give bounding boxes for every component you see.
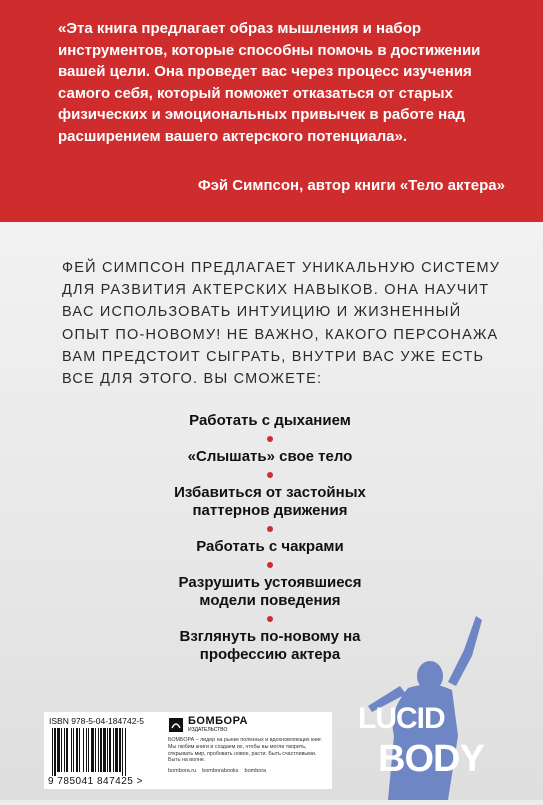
publisher-name: БОМБОРА [188, 715, 248, 727]
benefit-item: Работать с чакрами [196, 538, 344, 555]
bullet-dot [267, 616, 273, 622]
bullet-dot [267, 436, 273, 442]
barcode-panel [44, 712, 332, 789]
social-link: bombora [244, 768, 267, 775]
isbn-text: ISBN 978-5-04-184742-5 [49, 716, 144, 726]
benefit-item: «Слышать» свое тело [187, 448, 353, 465]
publisher-links [168, 768, 328, 774]
social-link: bomborabooks [202, 768, 239, 775]
barcode-number: 9 785041 847425 > [48, 776, 143, 787]
bullet-dot [267, 472, 273, 478]
logo-line-2: BODY [378, 738, 484, 780]
publisher-block [168, 716, 328, 774]
bombora-icon [168, 717, 184, 733]
benefit-item: Работать с дыханием [189, 412, 351, 429]
lucid-body-logo [348, 616, 498, 800]
publisher-logo [168, 716, 328, 733]
quote-text: «Эта книга предлагает образ мышления и набор инструментов, которые способны помочь в достижении вашей цели. Она проведет вас через процесс изучения самого себя, который поможет отказаться от старых физических и эмоциональных привычек в работе над расширением вашего актерского потенциала». [58, 20, 481, 145]
bullet-dot [267, 562, 273, 568]
barcode-image [50, 728, 162, 776]
website-link: bombora.ru [168, 768, 197, 775]
quote-author: Фэй Симпсон, автор книги «Тело актера» [197, 177, 505, 194]
benefit-item: Избавиться от застойных паттернов движения [174, 484, 366, 519]
logo-line-1: LUCID [358, 702, 445, 735]
benefit-item: Взглянуть по-новому на профессию актера [179, 628, 361, 663]
publisher-subtitle: ИЗДАТЕЛЬСТВО [188, 727, 228, 733]
publisher-description: БОМБОРА – лидер на рынке полезных и вдохновляющих книг. Мы любим книги и создаем их, чтобы вы могли творить, открывать мир, пробовать новое, расти. Быть счастливыми. Быть на волне. [168, 737, 323, 764]
intro-text: ФЕЙ СИМПСОН ПРЕДЛАГАЕТ УНИКАЛЬНУЮ СИСТЕМУ ДЛЯ РАЗВИТИЯ АКТЕРСКИХ НАВЫКОВ. ОНА НАУЧИТ ВАС ИСПОЛЬЗОВАТЬ ИНТУИЦИЮ И ЖИЗНЕННЫЙ ОПЫТ ПО-НОВОМУ! НЕ ВАЖНО, КАКОГО ПЕРСОНАЖА ВАМ ПРЕДСТОИТ СЫГРАТЬ, ВНУТРИ ВАС УЖЕ ЕСТЬ ВСЕ ДЛЯ ЭТОГО. ВЫ СМОЖЕТЕ: [62, 260, 501, 388]
quote-section [0, 0, 543, 222]
benefit-item: Разрушить устоявшиеся модели поведения [178, 574, 362, 609]
bullet-dot [267, 526, 273, 532]
